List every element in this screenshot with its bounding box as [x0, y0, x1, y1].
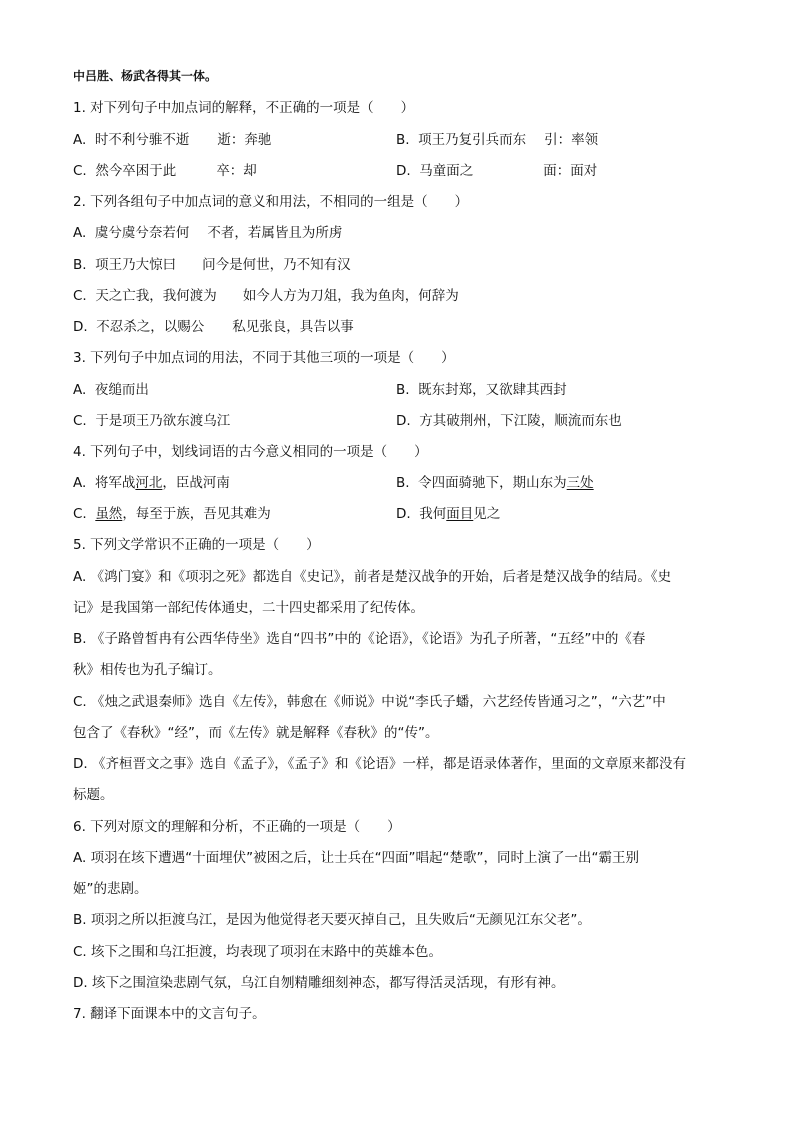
q2-option-c: C. 天之亡我，我何渡为 如今人方为刀俎，我为鱼肉，何辞为 [73, 288, 459, 304]
underlined-term: 河北 [135, 475, 163, 491]
q5-option-c-line-1: C. 《烛之武退秦师》选自《左传》，韩愈在《师说》中说“李氏子蟠，六艺经传皆通习之”，“六艺”中 [73, 694, 666, 710]
q2-option-b: B. 项王乃大惊曰 问今是何世，乃不知有汉 [73, 257, 351, 273]
underlined-term: 虽然 [95, 506, 123, 522]
q5-option-a-line-2: 记》是我国第一部纪传体通史，二十四史都采用了纪传体。 [73, 600, 424, 616]
question-3-stem: 3. 下列句子中加点词的用法，不同于其他三项的一项是（ ） [73, 350, 455, 366]
q5-option-d-line-2: 标题。 [73, 787, 114, 803]
q2-option-a: A. 虞兮虞兮奈若何 不者，若属皆且为所虏 [73, 225, 343, 241]
question-7-stem: 7. 翻译下面课本中的文言句子。 [73, 1006, 266, 1022]
q5-option-b-line-1: B. 《子路曾皙冉有公西华侍坐》选自“四书”中的《论语》，《论语》为孔子所著，“五经”中的《春 [73, 631, 646, 647]
q3-option-c: C. 于是项王乃欲东渡乌江 [73, 413, 231, 429]
intro-line: 中吕胜、杨武各得其一体。 [73, 69, 218, 83]
q3-option-a: A. 夜缒而出 [73, 382, 149, 398]
q5-option-d-line-1: D. 《齐桓晋文之事》选自《孟子》，《孟子》和《论语》一样，都是语录体著作，里面的文章原来都没有 [73, 756, 686, 772]
q4-option-b: B. 令四面骑驰下，期山东为三处 [396, 475, 594, 491]
q6-option-c: C. 垓下之围和乌江拒渡，均表现了项羽在末路中的英雄本色。 [73, 944, 443, 960]
q5-option-a-line-1: A. 《鸿门宴》和《项羽之死》都选自《史记》，前者是楚汉战争的开始，后者是楚汉战争的结局。《史 [73, 569, 672, 585]
q4-option-a: A. 将军战河北，臣战河南 [73, 475, 230, 491]
q5-option-b-line-2: 秋》相传也为孔子编订。 [73, 662, 222, 678]
q1-option-c: C. 然今卒困于此 卒：却 [73, 163, 257, 179]
q4-option-c: C. 虽然，每至于族，吾见其难为 [73, 506, 271, 522]
q3-option-d: D. 方其破荆州，下江陵，顺流而东也 [396, 413, 622, 429]
underlined-term: 面目 [446, 506, 474, 522]
question-2-stem: 2. 下列各组句子中加点词的意义和用法，不相同的一组是（ ） [73, 194, 469, 210]
q4-option-d: D. 我何面目见之 [396, 506, 501, 522]
question-5-stem: 5. 下列文学常识不正确的一项是（ ） [73, 537, 320, 553]
question-1-stem: 1. 对下列句子中加点词的解释，不正确的一项是（ ） [73, 100, 415, 116]
q6-option-d: D. 垓下之围渲染悲剧气氛，乌江自刎精雕细刻神态，都写得活灵活现，有形有神。 [73, 975, 565, 991]
question-4-stem: 4. 下列句子中，划线词语的古今意义相同的一项是（ ） [73, 444, 428, 460]
q2-option-d: D. 不忍杀之，以赐公 私见张良，具告以事 [73, 319, 354, 335]
underlined-term: 三处 [566, 475, 594, 491]
question-6-stem: 6. 下列对原文的理解和分析，不正确的一项是（ ） [73, 819, 401, 835]
q1-option-b: B. 项王乃复引兵而东 引：率领 [396, 132, 599, 148]
q6-option-a-line-2: 姬”的悲剧。 [73, 881, 148, 897]
q3-option-b: B. 既东封郑，又欲肆其西封 [396, 382, 567, 398]
q6-option-a-line-1: A. 项羽在垓下遭遇“十面埋伏”被困之后，让士兵在“四面”唱起“楚歌”，同时上演了一出“霸王别 [73, 850, 640, 866]
q1-option-d: D. 马童面之 面：面对 [396, 163, 598, 179]
q6-option-b: B. 项羽之所以拒渡乌江，是因为他觉得老天要灭掉自己，且失败后“无颜见江东父老”。 [73, 912, 591, 928]
q1-option-a: A. 时不利兮骓不逝 逝：奔驰 [73, 132, 272, 148]
q5-option-c-line-2: 包含了《春秋》“经”，而《左传》就是解释《春秋》的“传”。 [73, 725, 439, 741]
